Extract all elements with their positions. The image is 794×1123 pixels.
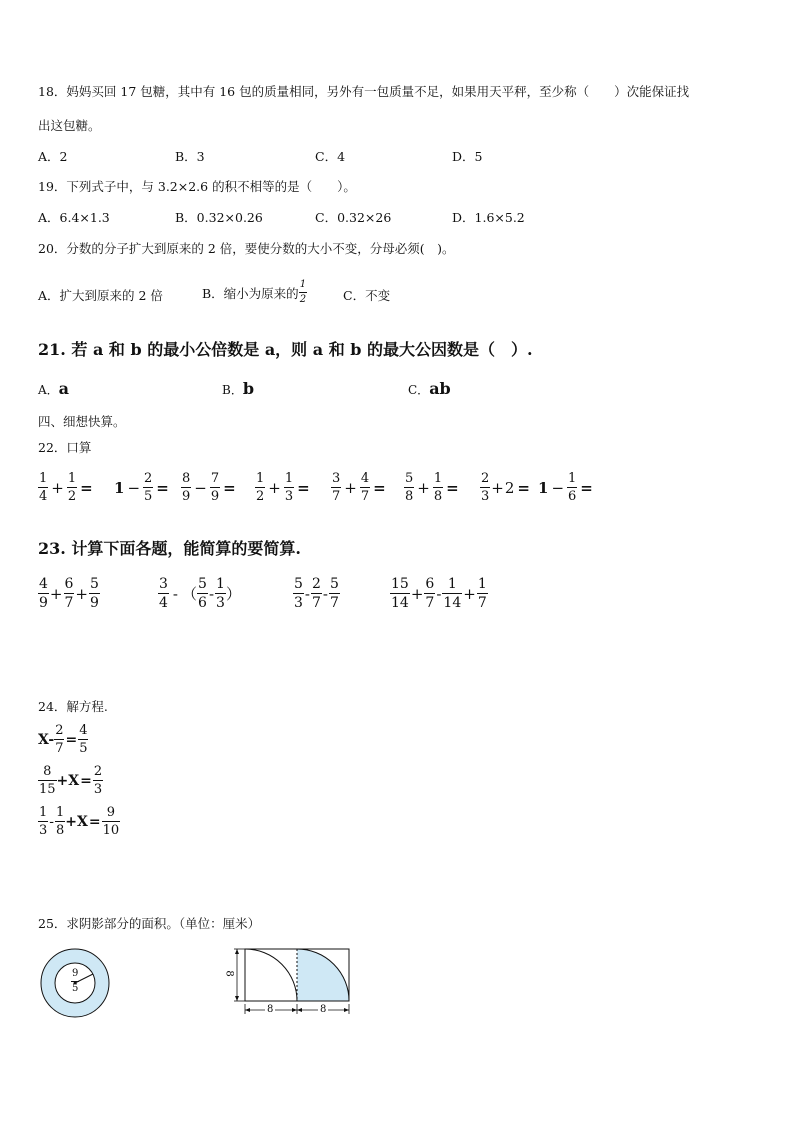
fraction: $\frac{7}{9}$ xyxy=(210,471,220,504)
rect-width-label-2: 8 xyxy=(320,1004,327,1015)
q18-option-a[interactable]: A．2 xyxy=(38,149,68,164)
fraction: $\frac{1}{3}$ xyxy=(216,576,225,611)
fraction: $\frac{15}{14}$ xyxy=(391,576,409,611)
rect-width-label-1: 8 xyxy=(267,1004,274,1015)
q20-option-c[interactable]: C．不变 xyxy=(343,288,391,303)
fraction: $\frac{3}{7}$ xyxy=(332,471,341,504)
fraction: $\frac{5}{6}$ xyxy=(198,576,207,611)
fraction: $\frac{1}{6}$ xyxy=(568,471,577,504)
q22-item-7: $\frac{2}{3}$ + 2 = xyxy=(481,471,530,504)
q22-item-2: 1 − $\frac{2}{5}$ = xyxy=(114,471,169,504)
q23-expr-4: $\frac{15}{14}$ + $\frac{6}{7}$ - $\frac{1}{14}$ + $\frac{1}{7}$ xyxy=(391,576,487,611)
q22-item-3: $\frac{8}{9}$ − $\frac{7}{9}$ = xyxy=(182,471,236,504)
q19-option-a[interactable]: A．6.4×1.3 xyxy=(38,210,110,225)
fraction: $\frac{9}{10}$ xyxy=(102,805,120,838)
fraction: $\frac{5}{9}$ xyxy=(90,576,99,611)
q22-item-1: $\frac{1}{4}$ + $\frac{1}{2}$ = xyxy=(39,471,93,504)
rect-diagram xyxy=(223,942,356,1022)
arc-left xyxy=(245,949,297,1001)
option-letter: C． xyxy=(408,383,430,397)
fraction: $\frac{8}{9}$ xyxy=(182,471,191,504)
q23-expr-2: $\frac{3}{4}$ - （ $\frac{5}{6}$ - $\frac{1}{3}$ ） xyxy=(159,576,241,611)
q18-option-d[interactable]: D．5 xyxy=(452,149,483,164)
q19-stem: 19．下列式子中，与 3.2×2.6 的积不相等的是（ ）。 xyxy=(38,179,356,194)
q22-item-4: $\frac{1}{2}$ + $\frac{1}{3}$ = xyxy=(256,471,310,504)
q18-stem-cont: 出这包糖。 xyxy=(38,118,101,133)
fraction: $\frac{2}{3}$ xyxy=(93,764,103,797)
section-heading: 四、细想快算。 xyxy=(38,414,126,429)
q19-option-c[interactable]: C．0.32×26 xyxy=(315,210,392,225)
fraction: $\frac{6}{7}$ xyxy=(64,576,74,611)
fraction: $\frac{5}{8}$ xyxy=(405,471,414,504)
q22-label: 22．口算 xyxy=(38,440,92,455)
fraction: $\frac{1}{8}$ xyxy=(56,805,65,838)
fraction: $\frac{1}{3}$ xyxy=(284,471,294,504)
option-letter: B． xyxy=(222,383,243,397)
q19-option-b[interactable]: B．0.32×0.26 xyxy=(175,210,263,225)
fraction: $\frac{1}{2}$ xyxy=(256,471,265,504)
q23-expr-1: $\frac{4}{9}$ + $\frac{6}{7}$ + $\frac{5}{9}$ xyxy=(39,576,99,611)
fraction: $\frac{1}{4}$ xyxy=(39,471,48,504)
fraction: $\frac{4}{9}$ xyxy=(39,576,48,611)
q21-option-a[interactable] xyxy=(38,379,69,398)
q21-option-b[interactable] xyxy=(222,379,254,398)
q18-option-b[interactable]: B．3 xyxy=(175,149,205,164)
shaded-quarter xyxy=(297,949,349,1001)
fraction: $\frac{4}{5}$ xyxy=(79,723,88,756)
q24-label: 24．解方程. xyxy=(38,699,108,714)
fraction: $\frac{1}{2}$ xyxy=(299,279,307,305)
q18-stem: 18．妈妈买回 17 包糖，其中有 16 包的质量相同，另外有一包质量不足，如果用天平秤，至少称（ ）次能保证找 xyxy=(38,84,690,99)
fraction: $\frac{1}{14}$ xyxy=(443,576,462,611)
fraction: $\frac{8}{15}$ xyxy=(39,764,56,797)
fraction: $\frac{3}{4}$ xyxy=(159,576,168,611)
q24-equation-2: $\frac{8}{15}$ +X = $\frac{2}{3}$ xyxy=(39,764,103,797)
option-value: ab xyxy=(429,379,451,398)
q25-label: 25．求阴影部分的面积。（单位：厘米） xyxy=(38,916,261,931)
fraction: $\frac{5}{7}$ xyxy=(330,576,339,611)
ring-figure xyxy=(38,946,113,1021)
fraction: $\frac{5}{3}$ xyxy=(294,576,303,611)
q22-item-6: $\frac{5}{8}$ + $\frac{1}{8}$ = xyxy=(405,471,459,504)
rect-figure xyxy=(223,942,356,1022)
fraction: $\frac{1}{2}$ xyxy=(67,471,77,504)
fraction: $\frac{4}{7}$ xyxy=(360,471,370,504)
q20-stem: 20．分数的分子扩大到原来的 2 倍，要使分数的大小不变，分母必须( )。 xyxy=(38,241,455,256)
fraction: $\frac{6}{7}$ xyxy=(425,576,435,611)
q23-row xyxy=(38,577,558,621)
option-letter: A． xyxy=(38,383,59,397)
q20-option-a[interactable]: A．扩大到原来的 2 倍 xyxy=(38,288,163,303)
q22-item-5: $\frac{3}{7}$ + $\frac{4}{7}$ = xyxy=(332,471,386,504)
option-value: b xyxy=(242,379,255,398)
fraction: $\frac{2}{3}$ xyxy=(481,471,490,504)
q20-option-b-text: B．缩小为原来的 xyxy=(202,285,299,301)
radius-label: $\frac{9}{5}$ xyxy=(72,968,79,994)
option-value: a xyxy=(58,379,70,398)
q21-option-c[interactable] xyxy=(408,379,451,398)
q18-option-c[interactable]: C．4 xyxy=(315,149,346,164)
fraction: $\frac{1}{3}$ xyxy=(39,805,48,838)
fraction: $\frac{2}{7}$ xyxy=(312,576,321,611)
rect-height-label: 8 xyxy=(223,970,235,977)
q20-option-b[interactable] xyxy=(202,280,307,305)
q22-item-8: 1 − $\frac{1}{6}$ = xyxy=(538,471,593,504)
fraction: $\frac{2}{5}$ xyxy=(144,471,153,504)
q24-equation-1: X- $\frac{2}{7}$ = $\frac{4}{5}$ xyxy=(38,723,88,756)
q21-stem: 21. 若 a 和 b 的最小公倍数是 a，则 a 和 b 的最大公因数是（ ）. xyxy=(38,340,533,359)
q19-option-d[interactable]: D．1.6×5.2 xyxy=(452,210,525,225)
q24-equation-3: $\frac{1}{3}$ - $\frac{1}{8}$ +X = $\frac{9}{10}$ xyxy=(39,805,120,838)
fraction: $\frac{1}{8}$ xyxy=(433,471,443,504)
fraction: $\frac{2}{7}$ xyxy=(55,723,64,756)
q23-expr-3: $\frac{5}{3}$ - $\frac{2}{7}$ - $\frac{5}{7}$ xyxy=(294,576,339,611)
fraction: $\frac{1}{7}$ xyxy=(477,576,487,611)
q23-label: 23. 计算下面各题，能简算的要简算. xyxy=(38,539,301,558)
